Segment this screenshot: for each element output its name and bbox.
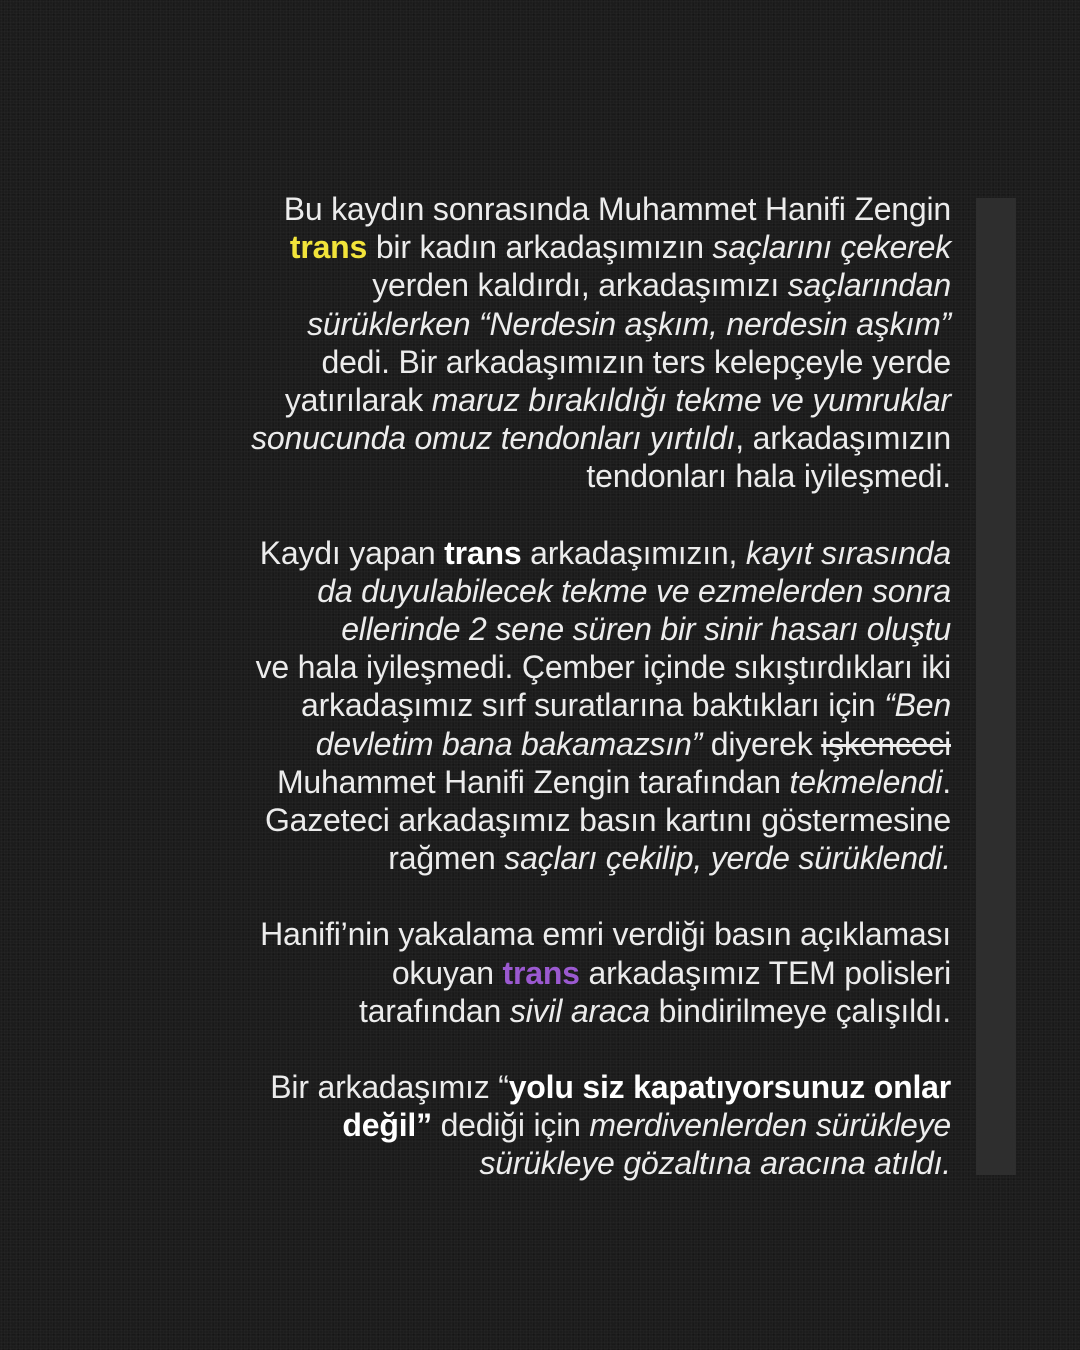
text-segment: , arkadaşımızın [735, 420, 951, 457]
text-line [118, 801, 951, 839]
italic-text-segment: sivil araca [509, 992, 650, 1029]
text-line [118, 228, 951, 266]
italic-text-segment: da duyulabilecek tekme ve ezmelerden sonra [317, 572, 951, 609]
decorative-side-bar [976, 198, 1016, 1175]
text-segment: tendonları hala iyileşmedi. [586, 458, 951, 495]
text-line [118, 534, 951, 572]
italic-text-segment: sürüklerken “Nerdesin aşkım, nerdesin aşkım” [307, 305, 951, 342]
text-segment: Bu kaydın sonrasında Muhammet Hanifi Zengin [283, 191, 951, 227]
text-segment: Hanifi’nin yakalama emri verdiği basın açıklaması [260, 916, 951, 953]
italic-text-segment: saçlarını çekerek [712, 229, 951, 266]
strikethrough-text-segment: işkenceci [821, 725, 951, 762]
bold-text-segment: yolu siz kapatıyorsunuz onlar [508, 1069, 951, 1106]
text-line [118, 686, 951, 724]
text-segment: tarafından [359, 992, 510, 1029]
paragraph-1 [118, 190, 951, 496]
text-line [118, 992, 951, 1030]
bold-text-segment: değil” [342, 1107, 432, 1144]
italic-text-segment: kayıt sırasında [745, 534, 951, 571]
text-line [118, 1106, 951, 1144]
text-line [118, 648, 951, 686]
text-segment: okuyan [391, 954, 503, 991]
text-line [118, 839, 951, 877]
text-line [118, 343, 951, 381]
text-segment: dedi. Bir arkadaşımızın ters kelepçeyle yerde [321, 343, 951, 380]
text-line [118, 457, 951, 495]
bold-text-segment: trans [444, 534, 522, 571]
text-segment: rağmen [388, 840, 505, 877]
text-segment: yerden kaldırdı, arkadaşımızı [372, 267, 788, 304]
text-segment: . [942, 763, 951, 800]
highlighted-word-purple: trans [502, 954, 580, 991]
text-line [118, 725, 951, 763]
paragraph-3 [118, 915, 951, 1030]
paragraph-2 [118, 534, 951, 878]
text-segment: bir kadın arkadaşımızın [367, 229, 713, 266]
text-segment: yatırılarak [284, 382, 432, 419]
italic-text-segment: ellerinde 2 sene süren bir sinir hasarı oluştu [341, 611, 951, 648]
text-segment: Kaydı yapan [259, 534, 445, 571]
italic-text-segment: tekmelendi [789, 763, 943, 800]
italic-text-segment: saçlarından [787, 267, 951, 304]
italic-text-segment: sürükleye gözaltına aracına atıldı. [479, 1145, 951, 1182]
text-segment: Bir arkadaşımız “ [270, 1069, 509, 1106]
text-segment: arkadaşımızın, [521, 534, 746, 571]
text-line [118, 419, 951, 457]
text-line [118, 305, 951, 343]
text-segment: diyerek [702, 725, 822, 762]
text-line [118, 572, 951, 610]
text-segment: ve hala iyileşmedi. Çember içinde sıkıştırdıkları iki [255, 649, 951, 686]
paragraph-4 [118, 1068, 951, 1183]
text-segment: arkadaşımız sırf suratlarına baktıkları için [300, 687, 885, 724]
text-segment: Muhammet Hanifi Zengin tarafından [276, 763, 790, 800]
text-line [118, 190, 951, 228]
italic-text-segment: maruz bırakıldığı tekme ve yumruklar [431, 382, 951, 419]
text-line [118, 610, 951, 648]
italic-text-segment: saçları çekilip, yerde sürüklendi. [504, 840, 951, 877]
highlighted-word-yellow: trans [289, 229, 368, 266]
text-line [118, 381, 951, 419]
text-line [118, 266, 951, 304]
statement-text-block [118, 190, 951, 1221]
text-segment: bindirilmeye çalışıldı. [649, 992, 951, 1029]
italic-text-segment: “Ben [884, 687, 951, 724]
text-line [118, 763, 951, 801]
text-line [118, 954, 951, 992]
italic-text-segment: merdivenlerden sürükleye [589, 1107, 951, 1144]
text-segment: arkadaşımız TEM polisleri [579, 954, 951, 991]
text-line [118, 915, 951, 953]
text-line [118, 1144, 951, 1182]
italic-text-segment: devletim bana bakamazsın” [315, 725, 703, 762]
text-segment: Gazeteci arkadaşımız basın kartını göstermesine [264, 802, 951, 839]
italic-text-segment: sonucunda omuz tendonları yırtıldı [251, 420, 736, 457]
text-segment: dediği için [431, 1107, 590, 1144]
text-line [118, 1068, 951, 1106]
